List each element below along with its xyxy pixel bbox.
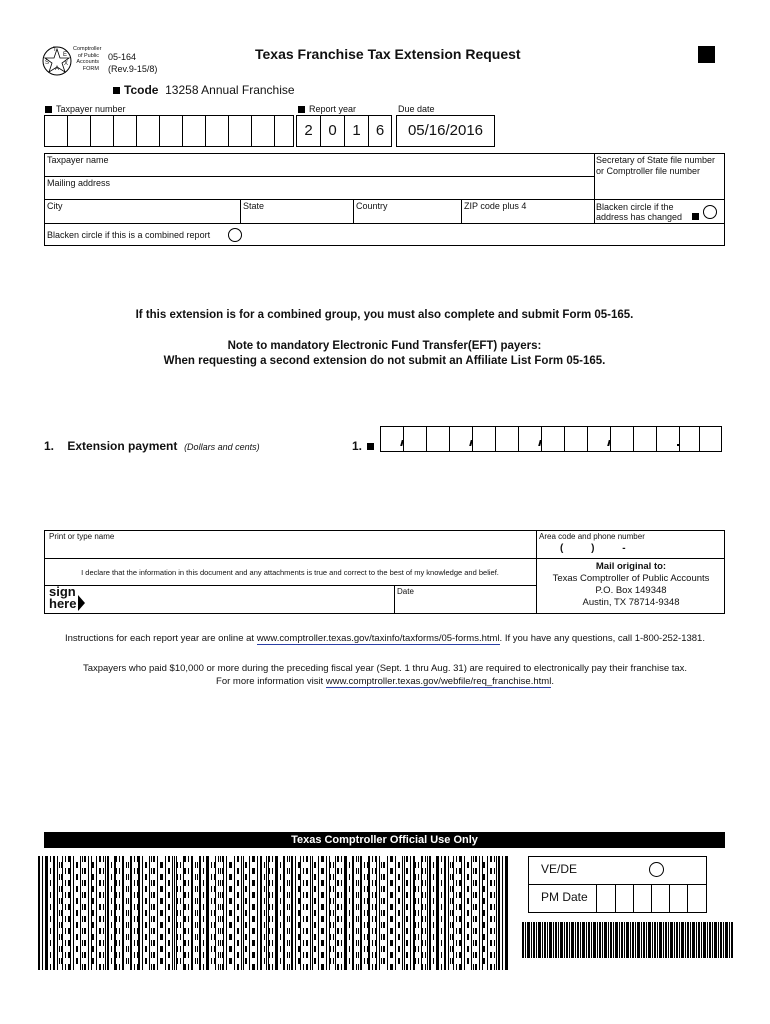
instructions-text: Instructions for each report year are online at	[65, 633, 257, 644]
divider	[594, 199, 595, 223]
print-name-field[interactable]: Print or type name	[49, 532, 115, 541]
divider	[44, 585, 536, 586]
instructions-line2: Taxpayers who paid $10,000 or more during the preceding fiscal year (Sept. 1 thru Aug. 31) are required to electronically pay their franchise tax.	[82, 663, 688, 674]
payment-item-number: 1.	[44, 439, 55, 453]
phone-field[interactable]: ( ) -	[560, 543, 626, 554]
payment-label-text: Extension payment	[67, 439, 178, 453]
square-marker-icon	[113, 87, 120, 94]
report-year-label-text: Report year	[309, 104, 357, 114]
agency-block	[73, 46, 102, 72]
official-use-bar: Texas Comptroller Official Use Only	[44, 832, 725, 848]
amount-cell[interactable]	[542, 427, 565, 451]
report-year-label	[298, 104, 356, 114]
square-marker-icon	[298, 106, 305, 113]
seal-letter-e: E	[63, 52, 68, 58]
due-date-label: Due date	[398, 104, 435, 114]
amount-cell[interactable]	[450, 427, 473, 451]
amount-cell[interactable]	[588, 427, 611, 451]
tcode-line	[113, 83, 295, 97]
report-year-digit: 0	[321, 116, 345, 146]
eft-note-line1: Note to mandatory Electronic Fund Transfer(EFT) payers:	[227, 340, 542, 352]
digit-cell[interactable]	[68, 116, 91, 146]
amount-cell[interactable]	[381, 427, 404, 451]
digit-cell[interactable]	[45, 116, 68, 146]
square-marker-icon	[367, 443, 374, 450]
mail-title: Mail original to:	[595, 561, 667, 572]
instructions-line3	[20, 676, 750, 687]
seal-letter-x: X	[64, 61, 69, 67]
divider	[461, 199, 462, 223]
square-marker-icon	[45, 106, 52, 113]
digit-cell[interactable]	[229, 116, 252, 146]
payment-label	[44, 439, 260, 453]
instructions-text: For more information visit	[216, 676, 326, 687]
form-revision: (Rev.9-15/8)	[108, 64, 158, 74]
divider	[44, 223, 725, 224]
signature-field[interactable]	[90, 587, 392, 613]
divider	[240, 199, 241, 223]
state-field[interactable]: State	[243, 201, 265, 211]
divider	[44, 558, 725, 559]
mail-line: Austin, TX 78714-9348	[582, 597, 680, 608]
form-number: 05-164	[108, 52, 137, 62]
zip-field[interactable]: ZIP code plus 4	[464, 201, 527, 211]
divider	[353, 199, 354, 223]
vede-label: VE/DE	[541, 862, 578, 876]
amount-cell[interactable]	[427, 427, 450, 451]
mail-to-block	[537, 561, 725, 609]
amount-cell[interactable]	[611, 427, 634, 451]
instructions-text: . If you have any questions, call 1-800-252-1381.	[499, 633, 705, 644]
digit-cell[interactable]	[183, 116, 206, 146]
divider	[596, 884, 597, 913]
country-field[interactable]: Country	[356, 201, 388, 211]
divider	[633, 884, 634, 913]
address-changed-label: Blacken circle if the address has changed	[596, 202, 683, 222]
barcode-small	[522, 922, 734, 958]
agency-line: Comptroller	[73, 46, 102, 52]
mailing-address-field[interactable]: Mailing address	[47, 178, 111, 188]
date-field[interactable]: Date	[397, 587, 414, 596]
due-date-field: 05/16/2016	[396, 115, 495, 147]
sign-here-mark	[49, 586, 76, 610]
form-title: Texas Franchise Tax Extension Request	[255, 46, 521, 62]
report-year-field[interactable]	[296, 115, 392, 147]
extension-payment-input[interactable]	[380, 426, 722, 452]
divider	[687, 884, 688, 913]
seal-letter-a: A	[55, 66, 60, 72]
here-text: here	[49, 596, 77, 611]
tcode-value: 13258 Annual Franchise	[165, 83, 295, 97]
divider	[594, 153, 595, 199]
agency-line: FORM	[82, 65, 99, 72]
report-year-digit: 6	[375, 122, 385, 139]
combined-group-note: If this extension is for a combined group, you must also complete and submit Form 05-165.	[135, 309, 634, 321]
taxpayer-number-label	[45, 104, 126, 114]
pm-date-field[interactable]	[596, 884, 707, 913]
mail-line: Texas Comptroller of Public Accounts	[552, 573, 710, 584]
seal-letter-t: T	[53, 47, 57, 53]
report-year-digit: 1	[345, 116, 369, 146]
taxpayer-number-label-text: Taxpayer number	[56, 104, 126, 114]
decimal-point-icon	[677, 444, 679, 446]
digit-cell[interactable]	[206, 116, 229, 146]
amount-cell[interactable]	[657, 427, 680, 451]
amount-cell[interactable]	[634, 427, 657, 451]
digit-cell[interactable]	[160, 116, 183, 146]
eft-note-line2: When requesting a second extension do not submit an Affiliate List Form 05-165.	[163, 355, 606, 367]
arrow-right-icon	[78, 595, 85, 611]
barcode-main	[38, 856, 508, 970]
amount-cell[interactable]	[519, 427, 542, 451]
taxpayer-name-field[interactable]: Taxpayer name	[47, 155, 109, 165]
divider	[44, 176, 594, 177]
divider	[394, 585, 395, 614]
digit-cell[interactable]	[252, 116, 275, 146]
instructions-line1	[20, 633, 750, 644]
combined-report-radio[interactable]	[228, 228, 242, 242]
taxpayer-number-input[interactable]	[44, 115, 294, 147]
payment-box-number-text: 1.	[352, 439, 363, 453]
amount-cell[interactable]	[404, 427, 427, 451]
sign-text: sign	[49, 584, 76, 599]
agency-line: of Public	[77, 52, 99, 59]
agency-line: Accounts	[76, 59, 99, 65]
city-field[interactable]: City	[47, 201, 63, 211]
payment-sublabel: (Dollars and cents)	[184, 442, 260, 452]
vede-radio[interactable]	[649, 862, 664, 877]
divider	[44, 199, 725, 200]
divider	[651, 884, 652, 913]
address-changed-radio[interactable]	[703, 205, 717, 219]
digit-cell[interactable]	[137, 116, 160, 146]
report-year-digit: 2	[297, 116, 321, 146]
divider	[615, 884, 616, 913]
amount-cell[interactable]	[565, 427, 588, 451]
forms-link[interactable]: www.comptroller.texas.gov/taxinfo/taxforms/05-forms.html	[256, 633, 500, 644]
amount-cell[interactable]	[473, 427, 496, 451]
divider	[669, 884, 670, 913]
combined-report-label: Blacken circle if this is a combined report	[47, 230, 211, 240]
amount-cell[interactable]	[680, 427, 700, 451]
digit-cell[interactable]	[91, 116, 114, 146]
payment-box-number	[352, 439, 378, 453]
webfile-link[interactable]: www.comptroller.texas.gov/webfile/req_franchise.html	[325, 676, 552, 687]
digit-cell[interactable]	[114, 116, 137, 146]
declaration-text: I declare that the information in this document and any attachments is true and correct to the best of my knowledge and belief.	[81, 568, 499, 577]
amount-cell[interactable]	[496, 427, 519, 451]
sos-file-number-field[interactable]: Secretary of State file number or Comptroller file number	[596, 155, 716, 176]
phone-label: Area code and phone number	[539, 532, 645, 541]
instructions-text: .	[551, 676, 554, 687]
mail-line: P.O. Box 149348	[595, 585, 667, 596]
seal-letter-s: S	[45, 60, 50, 66]
tcode-label: Tcode	[124, 83, 159, 97]
corner-marker	[698, 46, 715, 63]
pm-date-label: PM Date	[541, 890, 588, 904]
square-marker-icon	[692, 213, 699, 220]
